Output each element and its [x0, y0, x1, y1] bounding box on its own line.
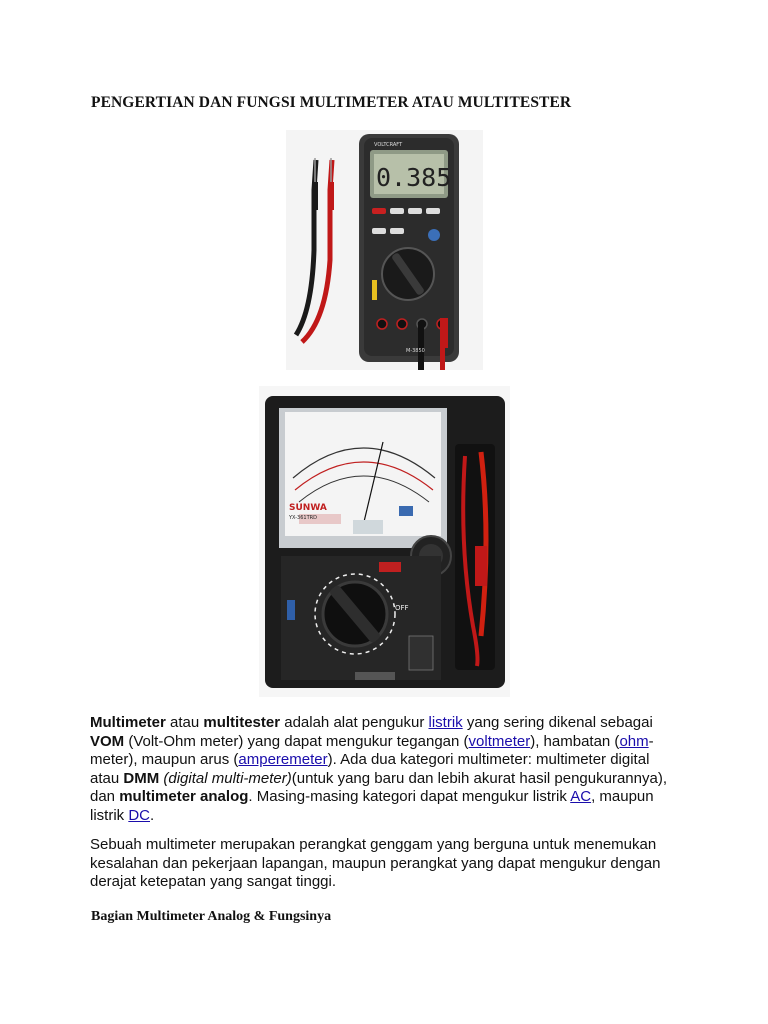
paragraph-multimeter-definition	[90, 714, 680, 826]
link-amperemeter[interactable]: amperemeter	[238, 751, 328, 769]
link-listrik[interactable]: listrik	[428, 714, 463, 731]
lcd-reading: 0.385	[376, 163, 452, 192]
analog-multimeter-image	[259, 386, 510, 697]
text-span: (untuk yang baru dan lebih akurat hasil pengukurannya), dan	[90, 769, 667, 806]
brand-label: VOLTCRAFT	[374, 142, 403, 148]
dial-off-label: OFF	[395, 604, 409, 612]
text-span: ), hambatan (	[530, 732, 620, 750]
link-voltmeter[interactable]: voltmeter	[468, 732, 531, 750]
section-subheading: Bagian Multimeter Analog & Fungsinya	[91, 909, 332, 924]
text-span: .	[150, 806, 155, 824]
text-span: adalah alat pengukur	[280, 714, 429, 731]
text-span: . Masing-masing kategori dapat mengukur listrik	[248, 788, 571, 806]
term-dmm: DMM	[123, 769, 160, 787]
digital-multimeter-image	[286, 130, 483, 370]
text-span: , maupun listrik	[90, 788, 654, 824]
meter-model: YX-361TRD	[289, 515, 317, 521]
term-vom: VOM	[90, 732, 125, 750]
text-span: yang sering dikenal sebagai	[462, 714, 653, 731]
text-span: (Volt-Ohm meter) yang dapat mengukur tegangan (	[124, 732, 469, 750]
text-span: ). Ada dua kategori multimeter: multimeter digital atau	[90, 751, 650, 787]
link-ac[interactable]: AC	[570, 788, 592, 806]
term-digital-multimeter: (digital multi-meter)	[163, 769, 292, 787]
term-multitester: multitester	[203, 714, 281, 731]
model-label: M-3850	[406, 348, 425, 354]
document-title: PENGERTIAN DAN FUNGSI MULTIMETER ATAU MULTITESTER	[91, 94, 572, 111]
paragraph-multimeter-usage: Sebuah multimeter merupakan perangkat genggam yang berguna untuk menemukan kesalahan dan pekerjaan lapangan, maupun perangkat yang dapat mengukur dengan derajat ketepatan yang sangat tinggi.	[90, 836, 661, 891]
text-span: atau	[165, 714, 204, 731]
meter-brand: SUNWA	[289, 503, 327, 513]
term-multimeter: Multimeter	[90, 714, 166, 731]
link-ohm[interactable]: ohm	[619, 732, 649, 750]
text-span: -meter), maupun arus (	[90, 732, 654, 769]
term-multimeter-analog: multimeter analog	[119, 788, 249, 806]
link-dc[interactable]: DC	[128, 806, 150, 824]
